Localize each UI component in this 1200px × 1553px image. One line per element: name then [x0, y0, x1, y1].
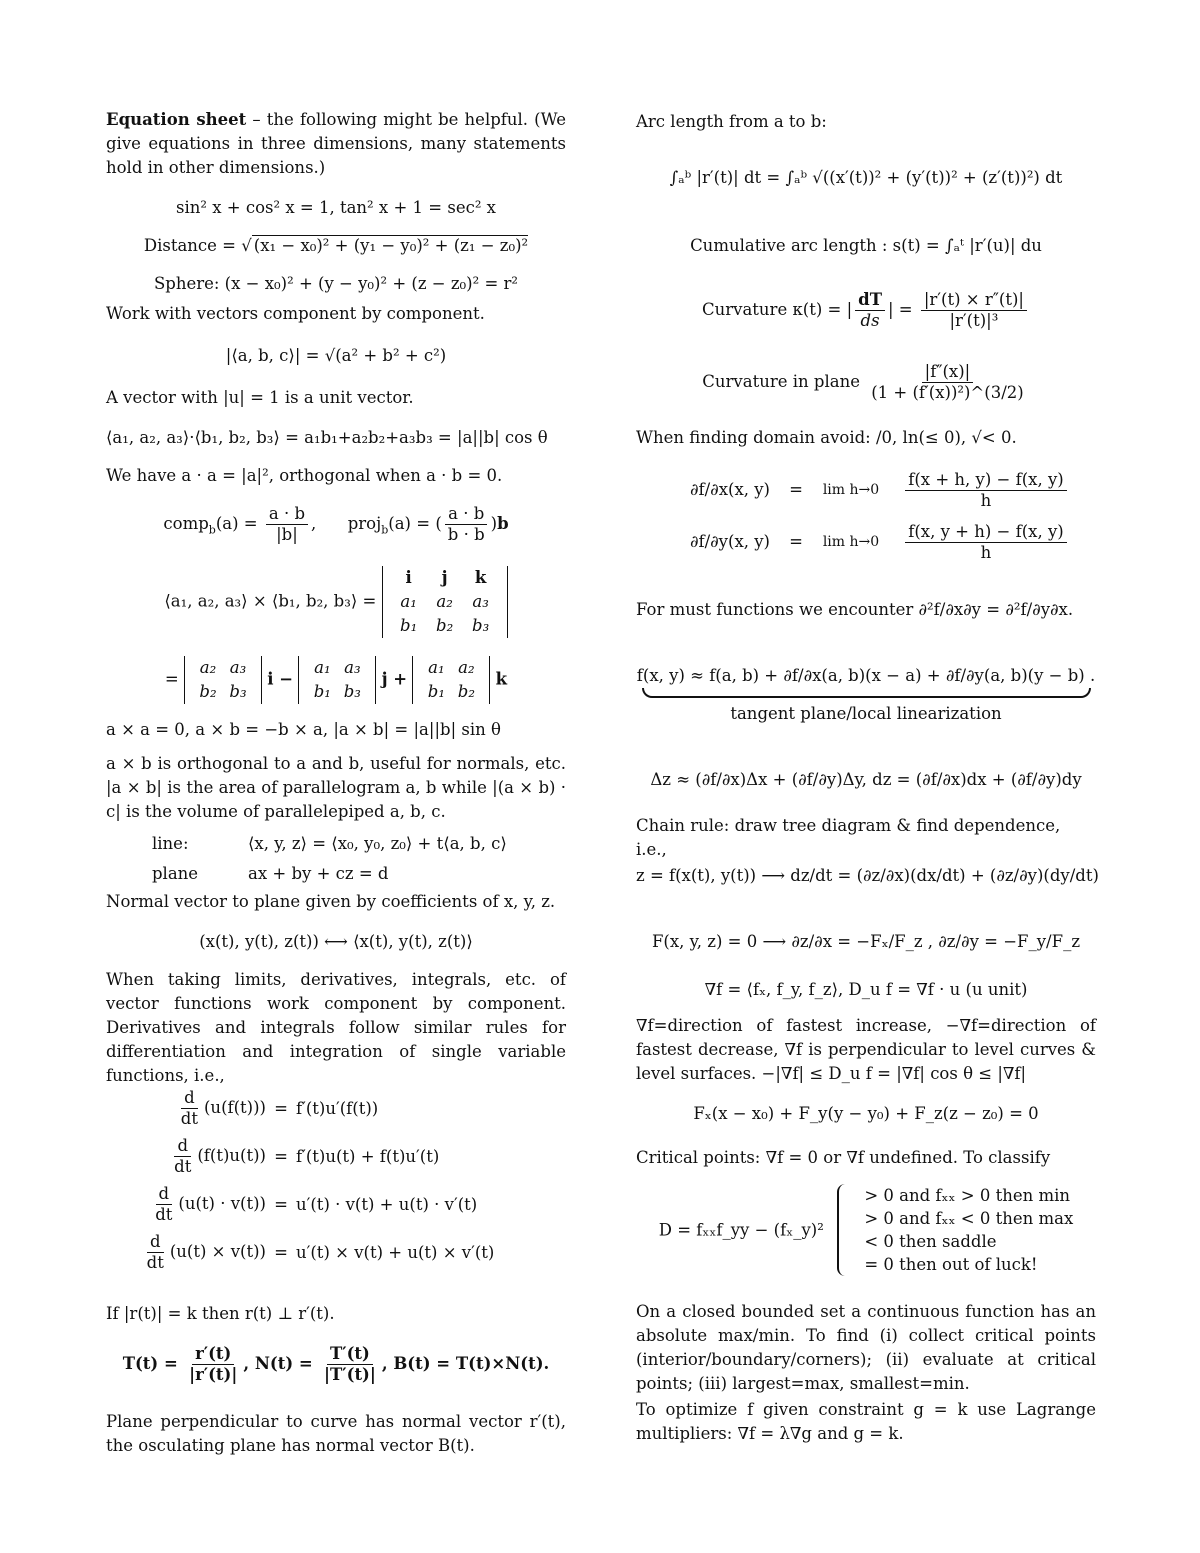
partial-x-lhs: ∂f/∂x(x, y)	[689, 480, 770, 499]
d-num: d	[181, 1088, 198, 1109]
tnb-formulas	[106, 1344, 566, 1385]
second-derivative-test	[636, 1184, 1096, 1276]
tnb-T-fraction	[186, 1344, 240, 1385]
curv-ds: ds	[860, 311, 880, 330]
rule-eq: =	[274, 1194, 288, 1214]
partial-lim: lim h→0	[822, 482, 880, 498]
det-cell: a₁	[428, 658, 445, 677]
dot-product-formula: ⟨a₁, a₂, a₃⟩·⟨b₁, b₂, b₃⟩ = a₁b₁+a₂b₂+a₃b₃ = |a||b| cos θ	[106, 428, 548, 447]
line-equation: ⟨x, y, z⟩ = ⟨x₀, y₀, z₀⟩ + t⟨a, b, c⟩	[248, 834, 507, 853]
curvature-fraction	[921, 290, 1027, 331]
det-i: i −	[267, 669, 294, 689]
tnb-N-fraction	[321, 1344, 379, 1385]
gradient-formula: ∇f = ⟨fₓ, f_y, f_z⟩, D_u f = ∇f · u (u unit)	[704, 980, 1028, 999]
det-cell: b₁	[400, 616, 418, 635]
partial-derivative-definitions	[636, 464, 1096, 568]
d-den: dt	[180, 1108, 198, 1128]
plane-equation: ax + by + cz = d	[248, 864, 389, 883]
minor-a	[184, 656, 262, 704]
tnb-T-num: r′(t)	[192, 1344, 234, 1365]
d-num: d	[156, 1184, 173, 1205]
proj-label: proj	[347, 514, 382, 533]
second-deriv-cases	[864, 1184, 1073, 1276]
closed-set-text: On a closed bounded set a continuous function has an absolute max/min. To find (i) collect critical points (interior/boundary/corners); (ii) evaluate at critical points; (iii) largest=max, smallest=min.	[636, 1302, 1096, 1393]
limits-text: When taking limits, derivatives, integrals, etc. of vector functions work component by component. Derivatives and integrals follow similar rules for differentiation and integration of single variable functions, i.e.,	[106, 970, 566, 1085]
proj-tail: b	[497, 514, 509, 533]
curv-num: |r′(t) × r″(t)|	[921, 290, 1027, 311]
minor-b	[298, 656, 376, 704]
curve-vector-correspondence: (x(t), y(t), z(t)) ⟷ ⟨x(t), y(t), z(t)⟩	[199, 932, 473, 951]
linearization-caption: tangent plane/local linearization	[730, 704, 1002, 723]
curvplane-fraction	[868, 362, 1026, 403]
arc-rhs: ∫ₐᵇ √((x′(t))² + (y′(t))² + (z′(t))²) dt	[785, 168, 1063, 187]
partial-x-fraction	[889, 470, 1083, 511]
curvplane-den: (1 + (f′(x))²)^(3/2)	[871, 383, 1024, 402]
det-cell: b₁	[313, 682, 331, 701]
det-cell: j	[441, 568, 448, 587]
curvature-plane-label: Curvature in plane	[702, 372, 860, 391]
rule-rhs: u′(t) × v(t) + u(t) × v′(t)	[296, 1242, 495, 1262]
proj-numerator: a · b	[445, 504, 487, 525]
sphere-formula: Sphere: (x − x₀)² + (y − y₀)² + (z − z₀)² = r²	[153, 274, 519, 293]
proj-arg: (a) =	[388, 514, 431, 533]
rule-lhs: (f(t)u(t))	[197, 1145, 266, 1165]
curv-den: |r′(t)|³	[949, 311, 999, 330]
unit-vector-text: A vector with |u| = 1 is a unit vector.	[106, 388, 414, 407]
partial-lim: lim h→0	[822, 534, 880, 550]
d-den: dt	[174, 1156, 192, 1176]
lagrange-text: To optimize f given constraint g = k use Lagrange multipliers: ∇f = λ∇g and g = k.	[636, 1400, 1096, 1443]
comp-arg: (a) =	[215, 514, 258, 533]
normal-text: Normal vector to plane given by coefficients of x, y, z.	[106, 892, 556, 911]
perpendicular-text: If |r(t)| = k then r(t) ⊥ r′(t).	[106, 1304, 335, 1323]
det-cell: a₂	[436, 592, 453, 611]
d-num: d	[147, 1232, 164, 1253]
derivative-rule-row	[106, 1132, 566, 1180]
intro-text: – the following might be helpful. (We give equations in three dimensions, many statements hold in other dimensions.)	[106, 110, 567, 177]
arc-title: Arc length from a to b:	[636, 112, 827, 131]
rule-eq: =	[274, 1098, 288, 1118]
tnb-N-num: T′(t)	[327, 1344, 373, 1365]
partial-y-fraction	[889, 522, 1083, 563]
line-label: line:	[152, 834, 189, 853]
rule-rhs: f′(t)u(t) + f(t)u′(t)	[296, 1146, 440, 1166]
distance-expression: (x₁ − x₀)² + (y₁ − y₀)² + (z₁ − z₀)²	[253, 236, 529, 255]
case-line: > 0 and fₓₓ < 0 then max	[864, 1209, 1074, 1228]
derivative-rule-row	[106, 1228, 566, 1276]
implicit-formula: F(x, y, z) = 0 ⟶ ∂z/∂x = −Fₓ/F_z , ∂z/∂y = −F_y/F_z	[651, 932, 1081, 951]
domain-text: When finding domain avoid: /0, ln(≤ 0), √< 0.	[636, 428, 1017, 447]
tnb-B-label: , B(t) = T(t)×N(t).	[381, 1354, 550, 1373]
cross-product-expansion	[106, 656, 566, 704]
tnb-T-den: |r′(t)|	[189, 1365, 238, 1384]
trig-identities: sin² x + cos² x = 1, tan² x + 1 = sec² x	[176, 198, 496, 217]
comp-subscript: b	[208, 523, 216, 537]
case-line: < 0 then saddle	[864, 1232, 997, 1251]
plane-label: plane	[152, 864, 199, 883]
curvature-dT-ds	[855, 290, 885, 331]
chain-text: Chain rule: draw tree diagram & find dependence, i.e.,	[636, 816, 1061, 859]
tnb-N-label: , N(t) =	[243, 1354, 313, 1373]
partial-h: h	[980, 542, 992, 562]
comp-label: comp	[163, 514, 209, 533]
det-cell: b₃	[472, 616, 490, 635]
arc-length-formula	[636, 166, 1096, 190]
curvature-formula: Curvature κ(t) = | $\frac{dT}{ds}$ | = $\frac{|r'(t) \times r''(t)|}{\text{|r′(t)|³}}$	[636, 290, 1096, 331]
critical-text: Critical points: ∇f = 0 or ∇f undefined. To classify	[636, 1148, 1051, 1167]
cross-properties: a × a = 0, a × b = −b × a, |a × b| = |a||b| sin θ	[106, 720, 501, 739]
det-cell: a₃	[344, 658, 361, 677]
mixed-lhs: ∂²f/∂x∂y	[918, 600, 982, 619]
cross-matrix	[382, 566, 508, 638]
rule-rhs: f′(t)u′(f(t))	[296, 1098, 379, 1118]
line-plane-table	[106, 832, 566, 886]
det-cell: b₂	[436, 616, 454, 635]
case-line: = 0 then out of luck!	[864, 1255, 1038, 1274]
proj-denominator: b · b	[447, 525, 485, 544]
differential-formula: Δz ≈ (∂f/∂x)Δx + (∂f/∂y)Δy, dz = (∂f/∂x)dx + (∂f/∂y)dy	[650, 770, 1082, 789]
tnb-T-label: T(t) =	[122, 1354, 178, 1373]
det-cell: a₃	[472, 592, 489, 611]
distance-label: Distance =	[143, 236, 242, 255]
cross-text: a × b is orthogonal to a and b, useful for normals, etc. |a × b| is the area of parallelogram a, b while |(a × b) · c| is the volume of parallelepiped a, b, c.	[106, 754, 566, 821]
partial-x-row	[636, 464, 1096, 516]
rule-eq: =	[274, 1146, 288, 1166]
det-eq: =	[164, 669, 179, 689]
det-cell: a₃	[229, 658, 247, 677]
curvature-label: Curvature κ(t) =	[702, 300, 842, 319]
det-cell: b₁	[427, 682, 445, 701]
case-line: > 0 and fₓₓ > 0 then min	[864, 1186, 1071, 1205]
minor-c	[412, 656, 490, 704]
partial-y-num: f(x, y + h) − f(x, y)	[905, 522, 1066, 543]
mixed-rhs: ∂²f/∂y∂x	[1005, 600, 1068, 619]
curvplane-num: |f″(x)|	[922, 362, 974, 383]
det-j: j +	[381, 669, 408, 689]
partial-y-lhs: ∂f/∂y(x, y)	[689, 532, 770, 551]
intro-title: Equation sheet	[106, 110, 247, 129]
det-cell: b₃	[343, 682, 361, 701]
proj-subscript: b	[381, 523, 389, 537]
second-deriv-lhs: D = fₓₓf_yy − (fₓ_y)²	[658, 1220, 824, 1240]
magnitude-formula: |⟨a, b, c⟩| = √(a² + b² + c²)	[225, 346, 447, 365]
d-num: d	[174, 1136, 191, 1157]
cases-brace	[837, 1184, 853, 1276]
mixed-partials: For must functions we encounter ∂²f/∂x∂y = ∂²f/∂y∂x.	[636, 600, 1074, 619]
linearization-block	[636, 664, 1096, 726]
partial-eq: =	[789, 480, 803, 499]
plane-curve-text: Plane perpendicular to curve has normal vector r′(t), the osculating plane has normal vector B(t).	[106, 1412, 566, 1455]
left-column	[106, 108, 566, 1468]
curvature-plane-formula	[636, 362, 1096, 403]
det-cell: a₁	[314, 658, 331, 677]
curv-dT: dT	[855, 290, 885, 311]
det-cell: b₂	[457, 682, 475, 701]
derivative-rule-row	[106, 1180, 566, 1228]
arc-lhs: ∫ₐᵇ |r′(t)| dt =	[669, 168, 781, 187]
rule-rhs: u′(t) · v(t) + u(t) · v′(t)	[296, 1194, 478, 1214]
partial-y-row	[636, 516, 1096, 568]
comp-denominator: |b|	[276, 525, 298, 544]
det-cell: a₁	[400, 592, 417, 611]
linearization-formula: f(x, y) ≈ f(a, b) + ∂f/∂x(a, b)(x − a) + ∂f/∂y(a, b)(y − b) .	[636, 666, 1096, 685]
derivative-rules	[106, 1084, 566, 1276]
comp-numerator: a · b	[266, 504, 308, 525]
det-cell: a₂	[199, 658, 217, 677]
det-cell: k	[474, 568, 487, 587]
work-components-text: Work with vectors component by component.	[106, 304, 485, 323]
tangent-plane-formula: Fₓ(x − x₀) + F_y(y − y₀) + F_z(z − z₀) = 0	[693, 1104, 1039, 1123]
det-cell: a₂	[458, 658, 475, 677]
d-den: dt	[155, 1204, 173, 1224]
det-cell: i	[405, 568, 412, 587]
right-column	[636, 108, 1099, 1468]
rule-lhs: (u(t) · v(t))	[178, 1193, 266, 1213]
mixed-text: For must functions we encounter	[636, 600, 914, 619]
linearization-underbrace	[642, 688, 1091, 698]
partial-x-num: f(x + h, y) − f(x, y)	[905, 470, 1066, 491]
derivative-rule-row	[106, 1084, 566, 1132]
rule-lhs: (u(t) × v(t))	[169, 1241, 266, 1261]
dot-self-text: We have a · a = |a|², orthogonal when a · b = 0.	[106, 466, 503, 485]
comp-proj-formulas: comp$_b$(a) = $\frac{a \cdot b}{|b|}$ , proj$_b$(a) = ( $\frac{a \cdot b}{b \cdot b}$ )b	[163, 504, 509, 544]
partial-h: h	[980, 490, 992, 510]
comp-fraction	[266, 504, 308, 545]
rule-eq: =	[274, 1242, 288, 1262]
det-k: k	[495, 669, 508, 689]
gradient-text: ∇f=direction of fastest increase, −∇f=direction of fastest decrease, ∇f is perpendicular to level curves & level surfaces. −|∇f| ≤ D_u f = |∇f| cos θ ≤ |∇f|	[636, 1016, 1096, 1083]
cumulative-arc-length: Cumulative arc length : s(t) = ∫ₐᵗ |r′(u)| du	[690, 236, 1042, 255]
rule-lhs: (u(f(t)))	[204, 1097, 266, 1117]
partial-eq: =	[789, 532, 803, 551]
intro-paragraph	[106, 108, 566, 180]
chain-formula: z = f(x(t), y(t)) ⟶ dz/dt = (∂z/∂x)(dx/dt) + (∂z/∂y)(dy/dt)	[636, 866, 1099, 885]
proj-fraction	[445, 504, 488, 545]
distance-formula: Distance = √ (x₁ − x₀)² + (y₁ − y₀)² + (z₁ − z₀)²	[143, 236, 529, 255]
cross-product-determinant	[106, 566, 566, 638]
d-den: dt	[146, 1252, 164, 1272]
cross-lhs: ⟨a₁, a₂, a₃⟩ × ⟨b₁, b₂, b₃⟩ =	[164, 591, 377, 611]
tnb-N-den: |T′(t)|	[324, 1365, 376, 1384]
det-cell: b₃	[229, 682, 247, 701]
det-cell: b₂	[199, 682, 217, 701]
